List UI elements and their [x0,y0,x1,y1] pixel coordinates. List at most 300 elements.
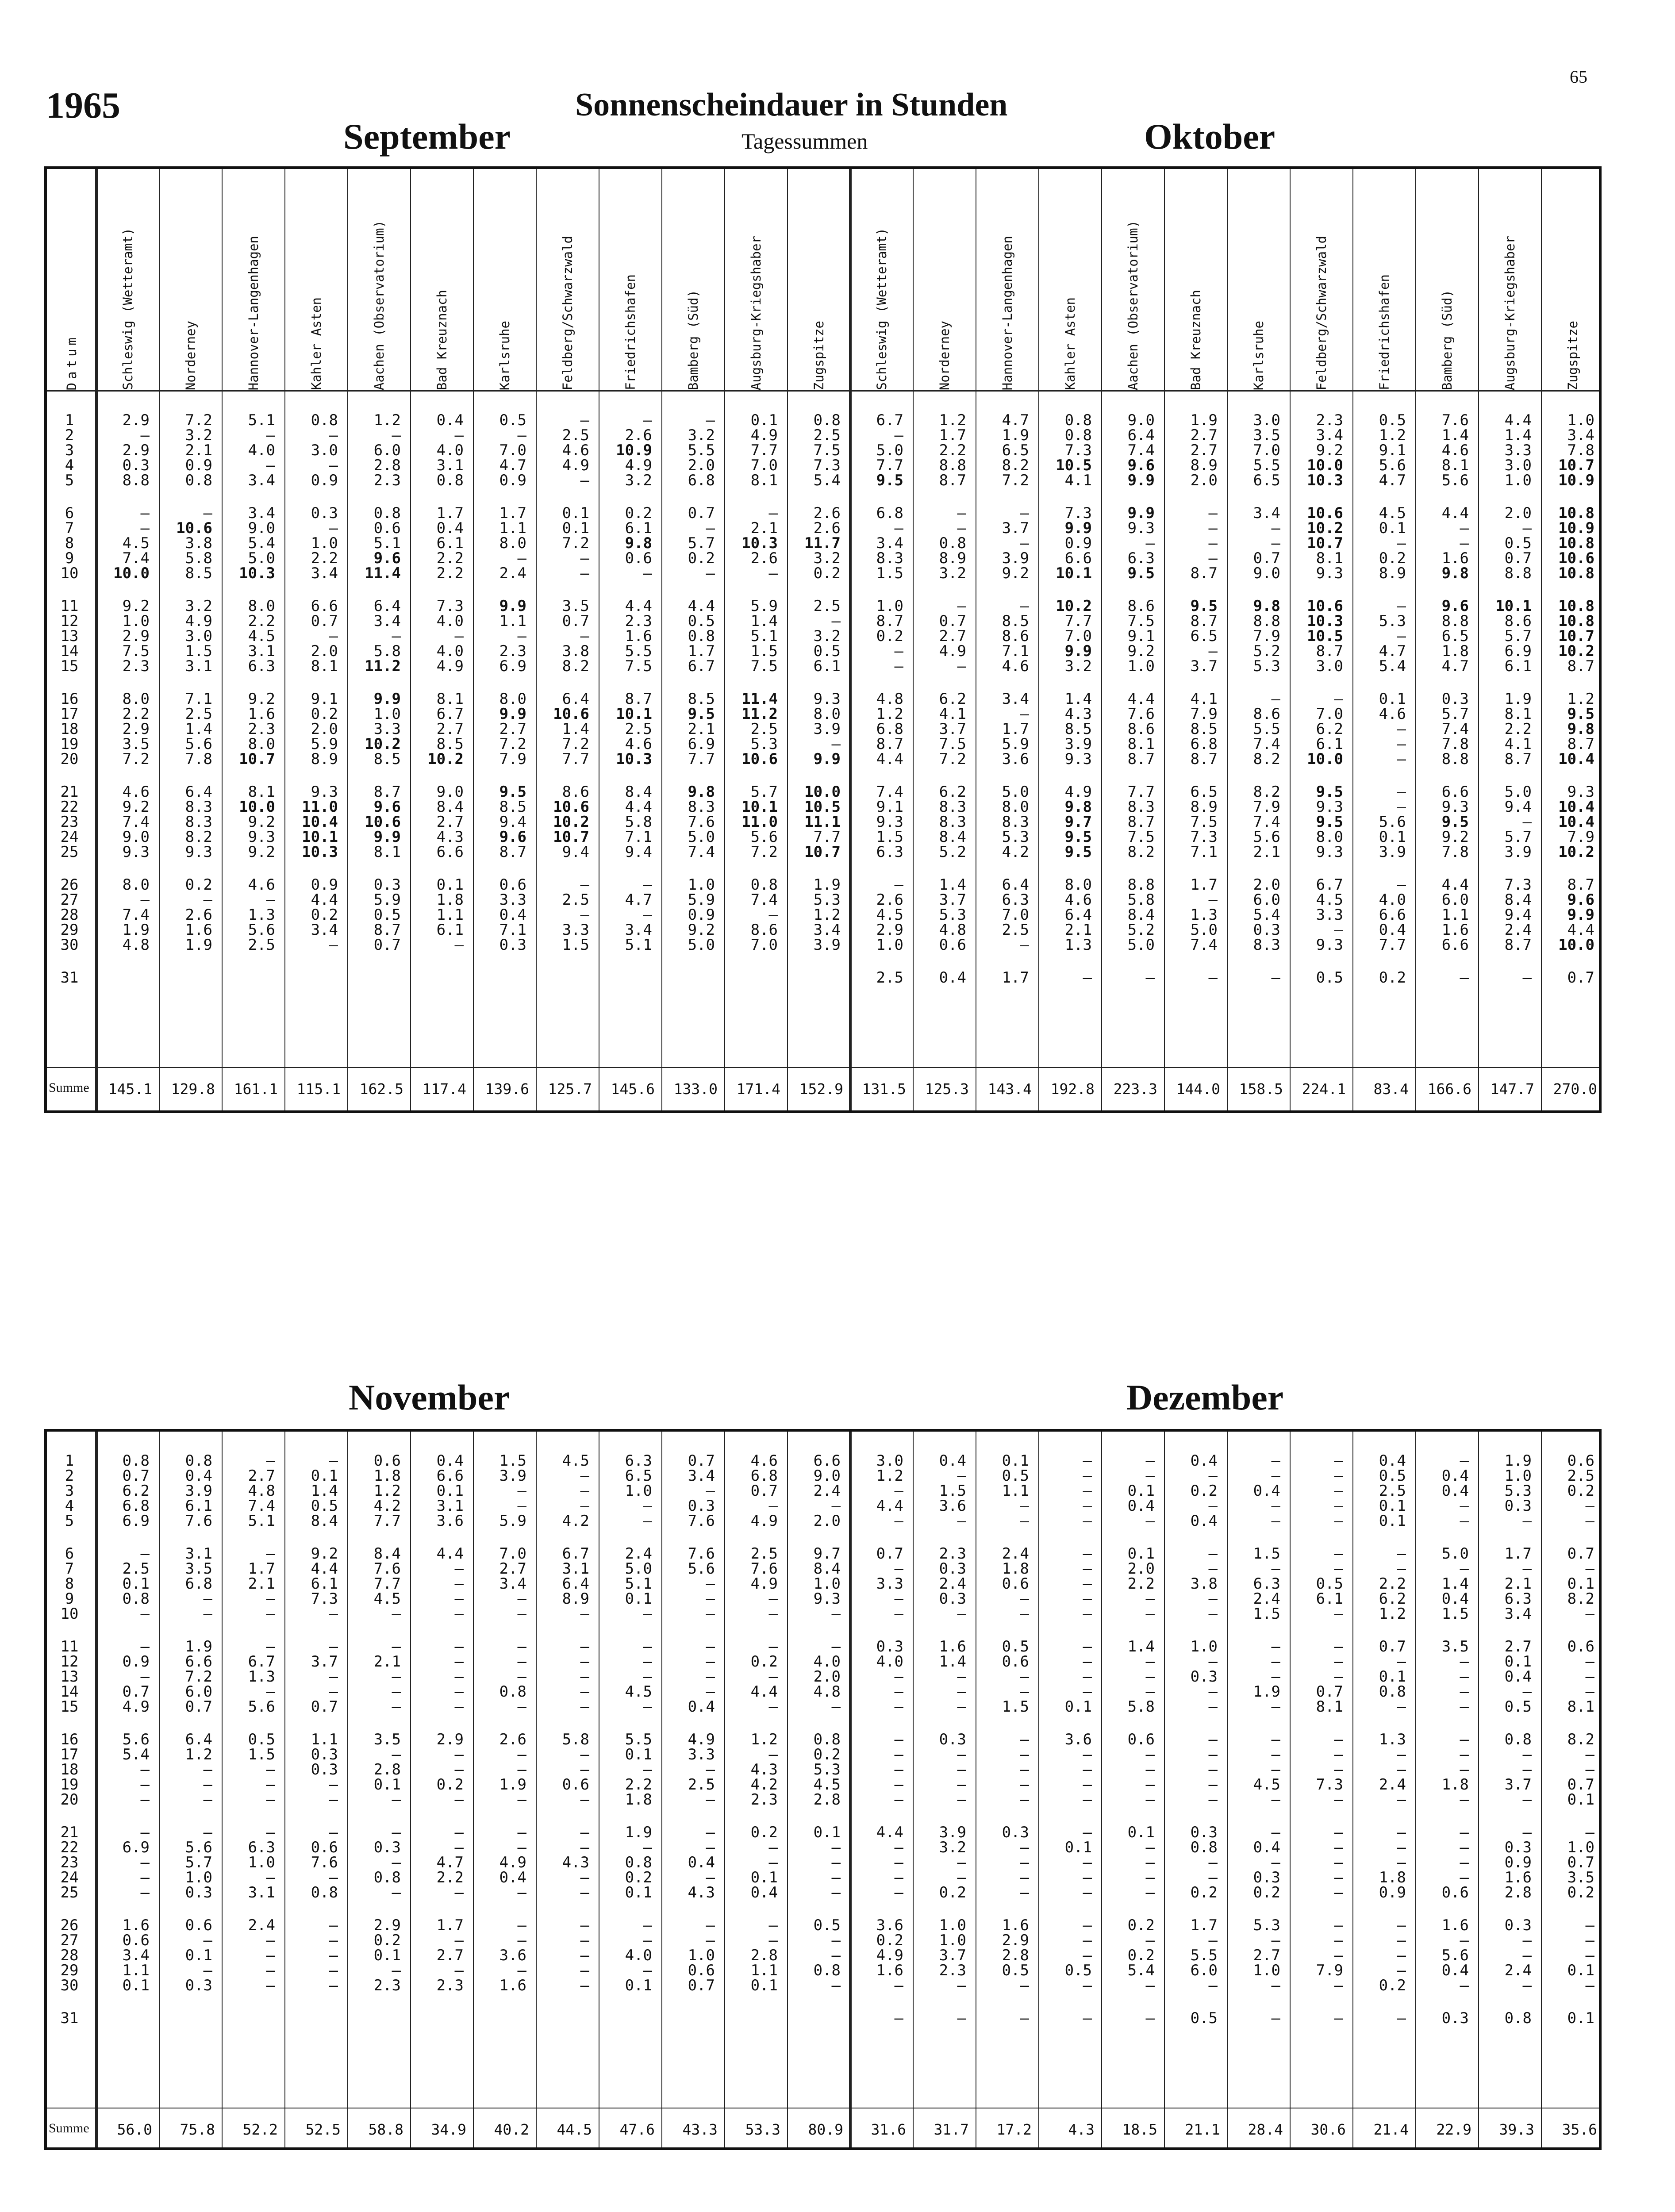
table-cell: 4.2 [373,1497,401,1515]
table-cell: 1.0 [876,936,903,954]
table-cell: – [768,504,778,522]
table-cell: 2.7 [1253,1947,1280,1964]
table-cell: – [1020,705,1029,723]
table-cell: 0.3 [1504,1497,1532,1515]
table-cell: – [957,1854,966,1871]
table-cell: 0.3 [373,876,401,894]
table-cell: 6.5 [1190,783,1218,801]
table-cell: 0.1 [122,1977,150,1994]
sum-cell: 43.3 [682,2121,718,2138]
table-cell: 7.2 [185,411,212,429]
table-cell: 8.5 [185,565,212,582]
table-cell: – [454,1962,464,1979]
table-cell: 2.0 [1190,472,1218,489]
table-cell: 3.4 [1316,426,1343,444]
table-cell: – [140,426,150,444]
table-cell: 0.6 [1441,1884,1469,1901]
table-cell: – [1460,1791,1469,1809]
table-cell: – [1397,720,1406,738]
table-cell: 3.0 [1316,657,1343,675]
table-cell: 0.4 [1441,1962,1469,1979]
table-cell: – [957,1698,966,1716]
table-cell: 1.3 [1190,906,1218,924]
date-cell: 13 [60,1668,79,1686]
table-cell: – [1020,1977,1029,1994]
table-cell: 0.8 [436,472,464,489]
table-cell: – [1083,1575,1092,1593]
table-cell: 6.9 [688,735,715,753]
table-cell: – [1145,1932,1155,1949]
table-cell: – [643,1839,652,1856]
table-cell: 0.3 [939,1560,966,1578]
table-cell: – [1208,969,1218,987]
table-cell: 0.6 [1002,1653,1029,1671]
table-cell: – [517,1761,526,1778]
table-cell: 0.1 [625,1977,652,1994]
table-cell: 6.3 [1002,891,1029,909]
table-cell: 7.8 [1567,442,1594,459]
table-cell: 3.1 [436,457,464,474]
date-cell: 15 [60,657,79,675]
table-cell: 0.3 [311,1746,338,1763]
table-cell: 10.8 [1558,597,1594,615]
table-cell: 0.6 [1567,1452,1594,1470]
table-cell: – [643,1638,652,1655]
table-cell: 0.1 [1567,1962,1594,1979]
table-cell: 2.0 [688,457,715,474]
sum-cell: 139.6 [485,1080,529,1098]
table-cell: – [1334,1746,1343,1763]
table-cell: 8.3 [1002,813,1029,831]
table-cell: – [140,1854,150,1871]
table-cell: – [329,1869,338,1886]
table-cell: – [1208,642,1218,660]
page-number: 65 [1570,67,1587,87]
table-cell: 9.2 [1441,828,1469,846]
table-cell: – [266,1590,275,1608]
table-cell: 7.6 [185,1512,212,1530]
table-cell: 4.7 [625,891,652,909]
table-cell: 8.3 [185,798,212,816]
table-cell: 2.6 [813,504,841,522]
table-cell: 0.9 [1064,534,1092,552]
table-cell: 0.7 [688,1977,715,1994]
table-cell: 1.2 [1379,426,1406,444]
table-cell: – [329,627,338,645]
table-cell: 1.4 [939,876,966,894]
table-cell: 8.1 [750,472,778,489]
table-cell: – [1020,1839,1029,1856]
table-cell: 5.2 [1253,642,1280,660]
table-cell: – [203,1932,212,1949]
table-cell: – [580,1791,589,1809]
table-cell: 2.7 [1190,442,1218,459]
table-cell: 0.9 [1504,1854,1532,1871]
table-cell: 8.1 [248,783,275,801]
table-cell: 0.1 [1504,1653,1532,1671]
table-cell: – [1145,534,1155,552]
table-cell: – [1585,1653,1594,1671]
table-cell: 1.4 [1127,1638,1155,1655]
table-cell: 5.8 [1127,891,1155,909]
table-cell: 7.4 [122,549,150,567]
date-cell: 5 [65,472,74,489]
table-cell: 0.7 [373,936,401,954]
table-cell: – [1083,1545,1092,1563]
table-cell: 0.6 [625,549,652,567]
table-cell: 10.7 [239,750,275,768]
table-cell: 10.6 [553,705,589,723]
table-cell: 2.2 [311,549,338,567]
table-cell: 7.7 [1379,936,1406,954]
table-cell: 2.1 [688,720,715,738]
table-cell: 6.2 [939,783,966,801]
table-cell: – [203,1761,212,1778]
table-cell: – [517,1653,526,1671]
date-cell: 16 [60,1731,79,1748]
table-cell: 0.4 [1441,1482,1469,1500]
table-cell: – [392,1668,401,1686]
table-cell: – [266,1761,275,1778]
table-cell: 1.3 [248,1668,275,1686]
table-cell: 3.0 [1253,411,1280,429]
table-cell: 5.9 [311,735,338,753]
table-cell: 0.7 [1379,1638,1406,1655]
table-cell: 6.3 [1253,1575,1280,1593]
table-cell: 3.1 [248,1884,275,1901]
table-cell: – [580,1884,589,1901]
table-cell: 8.7 [1127,813,1155,831]
table-cell: – [454,1653,464,1671]
table-cell: – [454,1575,464,1593]
table-cell: 0.2 [1379,1977,1406,1994]
table-cell: – [266,1869,275,1886]
table-cell: 8.1 [1567,1698,1594,1716]
table-cell: 3.6 [436,1512,464,1530]
table-cell: – [203,504,212,522]
table-cell: 7.5 [813,442,841,459]
table-cell: 4.0 [436,642,464,660]
table-cell: 7.3 [813,457,841,474]
table-cell: 8.0 [499,534,526,552]
table-cell: 0.7 [876,1545,903,1563]
table-cell: 8.7 [1567,735,1594,753]
table-cell: – [706,1761,715,1778]
table-cell: 0.2 [813,1746,841,1763]
table-cell: 1.7 [1190,876,1218,894]
table-cell: 4.9 [750,426,778,444]
table-cell: 3.1 [185,657,212,675]
page-subtitle: Tagessummen [741,129,868,154]
table-cell: 1.3 [1379,1731,1406,1748]
table-cell: 5.0 [688,936,715,954]
sum-cell: 53.3 [745,2121,780,2138]
station-header-label: Bad Kreuznach [434,290,449,390]
table-cell: – [1208,1653,1218,1671]
table-cell: 0.1 [1064,1698,1092,1716]
table-cell: – [1208,1746,1218,1763]
table-cell: – [140,891,150,909]
table-cell: 7.3 [1504,876,1532,894]
table-cell: 0.2 [185,876,212,894]
table-cell: 3.4 [248,504,275,522]
table-cell: – [329,1932,338,1949]
table-cell: 2.8 [373,457,401,474]
table-cell: 8.2 [1567,1590,1594,1608]
table-cell: – [1208,1761,1218,1778]
table-cell: 0.3 [373,1839,401,1856]
table-cell: 2.5 [185,705,212,723]
table-cell: 3.6 [939,1497,966,1515]
table-cell: – [1460,1869,1469,1886]
table-cell: 4.8 [939,921,966,939]
table-cell: – [1585,1512,1594,1530]
table-cell: – [1334,1947,1343,1964]
table-cell: 5.5 [688,442,715,459]
table-cell: 4.5 [876,906,903,924]
table-cell: 9.4 [499,813,526,831]
table-cell: 0.4 [688,1698,715,1716]
table-cell: 1.8 [625,1791,652,1809]
table-cell: 1.9 [1190,411,1218,429]
sum-cell: 270.0 [1553,1080,1597,1098]
table-cell: 0.3 [311,1761,338,1778]
table-cell: 6.4 [185,1731,212,1748]
sum-cell: 75.8 [180,2121,215,2138]
table-cell: – [266,1605,275,1623]
table-cell: 1.2 [876,705,903,723]
table-cell: 1.1 [499,519,526,537]
table-cell: 8.2 [1002,457,1029,474]
table-cell: 0.3 [1190,1668,1218,1686]
table-cell: – [329,1947,338,1964]
table-cell: 9.3 [185,843,212,861]
table-cell: 1.2 [750,1731,778,1748]
table-cell: 1.4 [750,612,778,630]
date-cell: 12 [60,612,79,630]
table-cell: – [517,1824,526,1841]
station-header [285,169,348,390]
table-cell: – [643,411,652,429]
table-cell: 0.8 [185,1452,212,1470]
table-cell: 3.9 [813,720,841,738]
table-cell: – [1334,1731,1343,1748]
table-cell: 2.3 [939,1962,966,1979]
table-cell: 11.0 [741,813,778,831]
table-cell: 1.8 [1379,1869,1406,1886]
table-cell: 10.0 [113,565,150,582]
date-cell: 22 [60,1839,79,1856]
table-cell: – [517,1638,526,1655]
table-cell: 0.1 [1064,1839,1092,1856]
table-cell: 0.2 [750,1824,778,1841]
table-cell: – [706,1668,715,1686]
table-cell: – [1271,969,1280,987]
station-header-label: Aachen (Observatorium) [1126,220,1141,390]
table-cell: 0.5 [1002,1467,1029,1485]
table-cell: 3.9 [1002,549,1029,567]
table-cell: – [1397,1761,1406,1778]
table-cell: 1.4 [939,1653,966,1671]
table-cell: 1.0 [373,705,401,723]
table-cell: 10.6 [365,813,401,831]
table-cell: 10.1 [1495,597,1532,615]
table-cell: 0.6 [499,876,526,894]
sum-cell: 125.3 [925,1080,969,1098]
table-cell: 9.8 [1441,565,1469,582]
table-cell: 1.2 [1567,690,1594,708]
table-cell: 1.4 [311,1482,338,1500]
table-cell: – [454,627,464,645]
table-cell: 10.8 [1558,565,1594,582]
table-cell: 9.4 [625,843,652,861]
table-cell: 0.8 [750,876,778,894]
table-cell: 0.5 [813,1916,841,1934]
table-cell: 2.2 [1127,1575,1155,1593]
table-cell: 8.5 [1190,720,1218,738]
table-cell: 1.5 [1002,1698,1029,1716]
table-cell: 2.9 [122,720,150,738]
table-cell: 10.9 [1558,472,1594,489]
table-cell: – [894,1731,903,1748]
table-cell: 3.3 [1316,906,1343,924]
table-cell: – [140,1824,150,1841]
date-cell: 3 [65,442,74,459]
table-cell: 6.5 [1190,627,1218,645]
table-cell: – [1083,1605,1092,1623]
table-cell: 8.1 [436,690,464,708]
table-cell: – [454,426,464,444]
table-cell: 0.4 [436,411,464,429]
table-cell: 7.4 [248,1497,275,1515]
table-cell: 1.2 [876,1467,903,1485]
table-cell: – [643,1698,652,1716]
table-cell: 0.1 [436,876,464,894]
table-cell: 2.2 [248,612,275,630]
table-cell: 4.4 [750,1683,778,1701]
table-cell: 2.5 [813,426,841,444]
table-cell: 2.9 [876,921,903,939]
table-cell: 3.4 [122,1947,150,1964]
table-cell: 4.0 [436,442,464,459]
table-cell: – [1397,783,1406,801]
table-cell: 0.8 [122,1590,150,1608]
table-cell: – [392,1791,401,1809]
table-cell: 4.5 [1379,504,1406,522]
table-cell: – [1522,1761,1532,1778]
table-cell: 6.6 [436,843,464,861]
table-cell: – [894,642,903,660]
table-cell: 0.6 [688,1962,715,1979]
table-cell: – [1020,1512,1029,1530]
date-cell: 30 [60,1977,79,1994]
table-cell: 10.9 [1558,519,1594,537]
table-cell: 3.9 [499,1467,526,1485]
table-cell: – [706,1869,715,1886]
table-cell: 8.4 [311,1512,338,1530]
table-cell: 0.7 [750,1482,778,1500]
table-cell: 2.5 [1002,921,1029,939]
table-cell: 2.1 [248,1575,275,1593]
table-cell: – [894,1977,903,1994]
table-cell: 0.5 [1379,411,1406,429]
table-cell: – [831,1497,841,1515]
table-cell: 9.8 [625,534,652,552]
table-cell: 7.6 [1441,411,1469,429]
table-cell: 3.5 [1253,426,1280,444]
table-cell: – [957,1776,966,1793]
table-cell: – [392,1683,401,1701]
table-cell: 3.4 [1253,504,1280,522]
table-cell: 10.3 [1307,612,1343,630]
table-cell: 1.0 [1567,1839,1594,1856]
table-cell: 5.0 [1441,1545,1469,1563]
table-cell: 8.4 [813,1560,841,1578]
table-cell: – [643,906,652,924]
table-cell: – [1083,1932,1092,1949]
table-cell: 3.4 [499,1575,526,1593]
table-cell: – [140,519,150,537]
table-cell: – [894,1590,903,1608]
table-cell: 8.2 [562,657,589,675]
table-cell: 7.7 [876,457,903,474]
table-cell: 0.5 [499,411,526,429]
table-cell: 8.4 [436,798,464,816]
date-cell: 13 [60,627,79,645]
table-cell: 6.8 [688,472,715,489]
table-cell: 7.5 [1127,612,1155,630]
table-cell: – [1585,1668,1594,1686]
table-cell: 11.7 [804,534,841,552]
table-cell: – [1585,1497,1594,1515]
table-cell: – [1145,1854,1155,1871]
table-cell: 10.1 [302,828,338,846]
table-cell: 1.2 [1379,1605,1406,1623]
table-cell: 5.5 [1190,1947,1218,1964]
table-cell: – [580,1698,589,1716]
table-cell: – [1334,1545,1343,1563]
date-cell: 21 [60,1824,79,1841]
table-cell: 1.5 [185,642,212,660]
table-cell: 8.0 [1064,876,1092,894]
table-cell: 6.2 [1316,720,1343,738]
table-cell: 0.4 [1253,1482,1280,1500]
table-cell: 4.9 [562,457,589,474]
date-cell: 6 [65,504,74,522]
table-cell: – [1397,1962,1406,1979]
table-cell: – [580,1605,589,1623]
table-cell: – [266,426,275,444]
table-cell: 9.9 [1127,472,1155,489]
table-cell: – [1208,504,1218,522]
table-cell: 2.9 [122,411,150,429]
table-cell: 3.8 [1190,1575,1218,1593]
table-cell: 5.7 [688,534,715,552]
table-cell: 1.9 [185,936,212,954]
table-cell: 9.2 [1316,442,1343,459]
table-cell: 3.6 [1002,750,1029,768]
table-cell: – [1145,1467,1155,1485]
table-cell: 1.7 [1002,969,1029,987]
table-cell: 1.9 [185,1638,212,1655]
table-cell: 0.3 [939,1731,966,1748]
table-cell: – [1397,1791,1406,1809]
datum-header-label: Datum [64,334,79,390]
table-cell: – [1334,690,1343,708]
table-cell: 9.6 [373,798,401,816]
table-cell: 0.7 [939,612,966,630]
table-cell: – [1397,876,1406,894]
